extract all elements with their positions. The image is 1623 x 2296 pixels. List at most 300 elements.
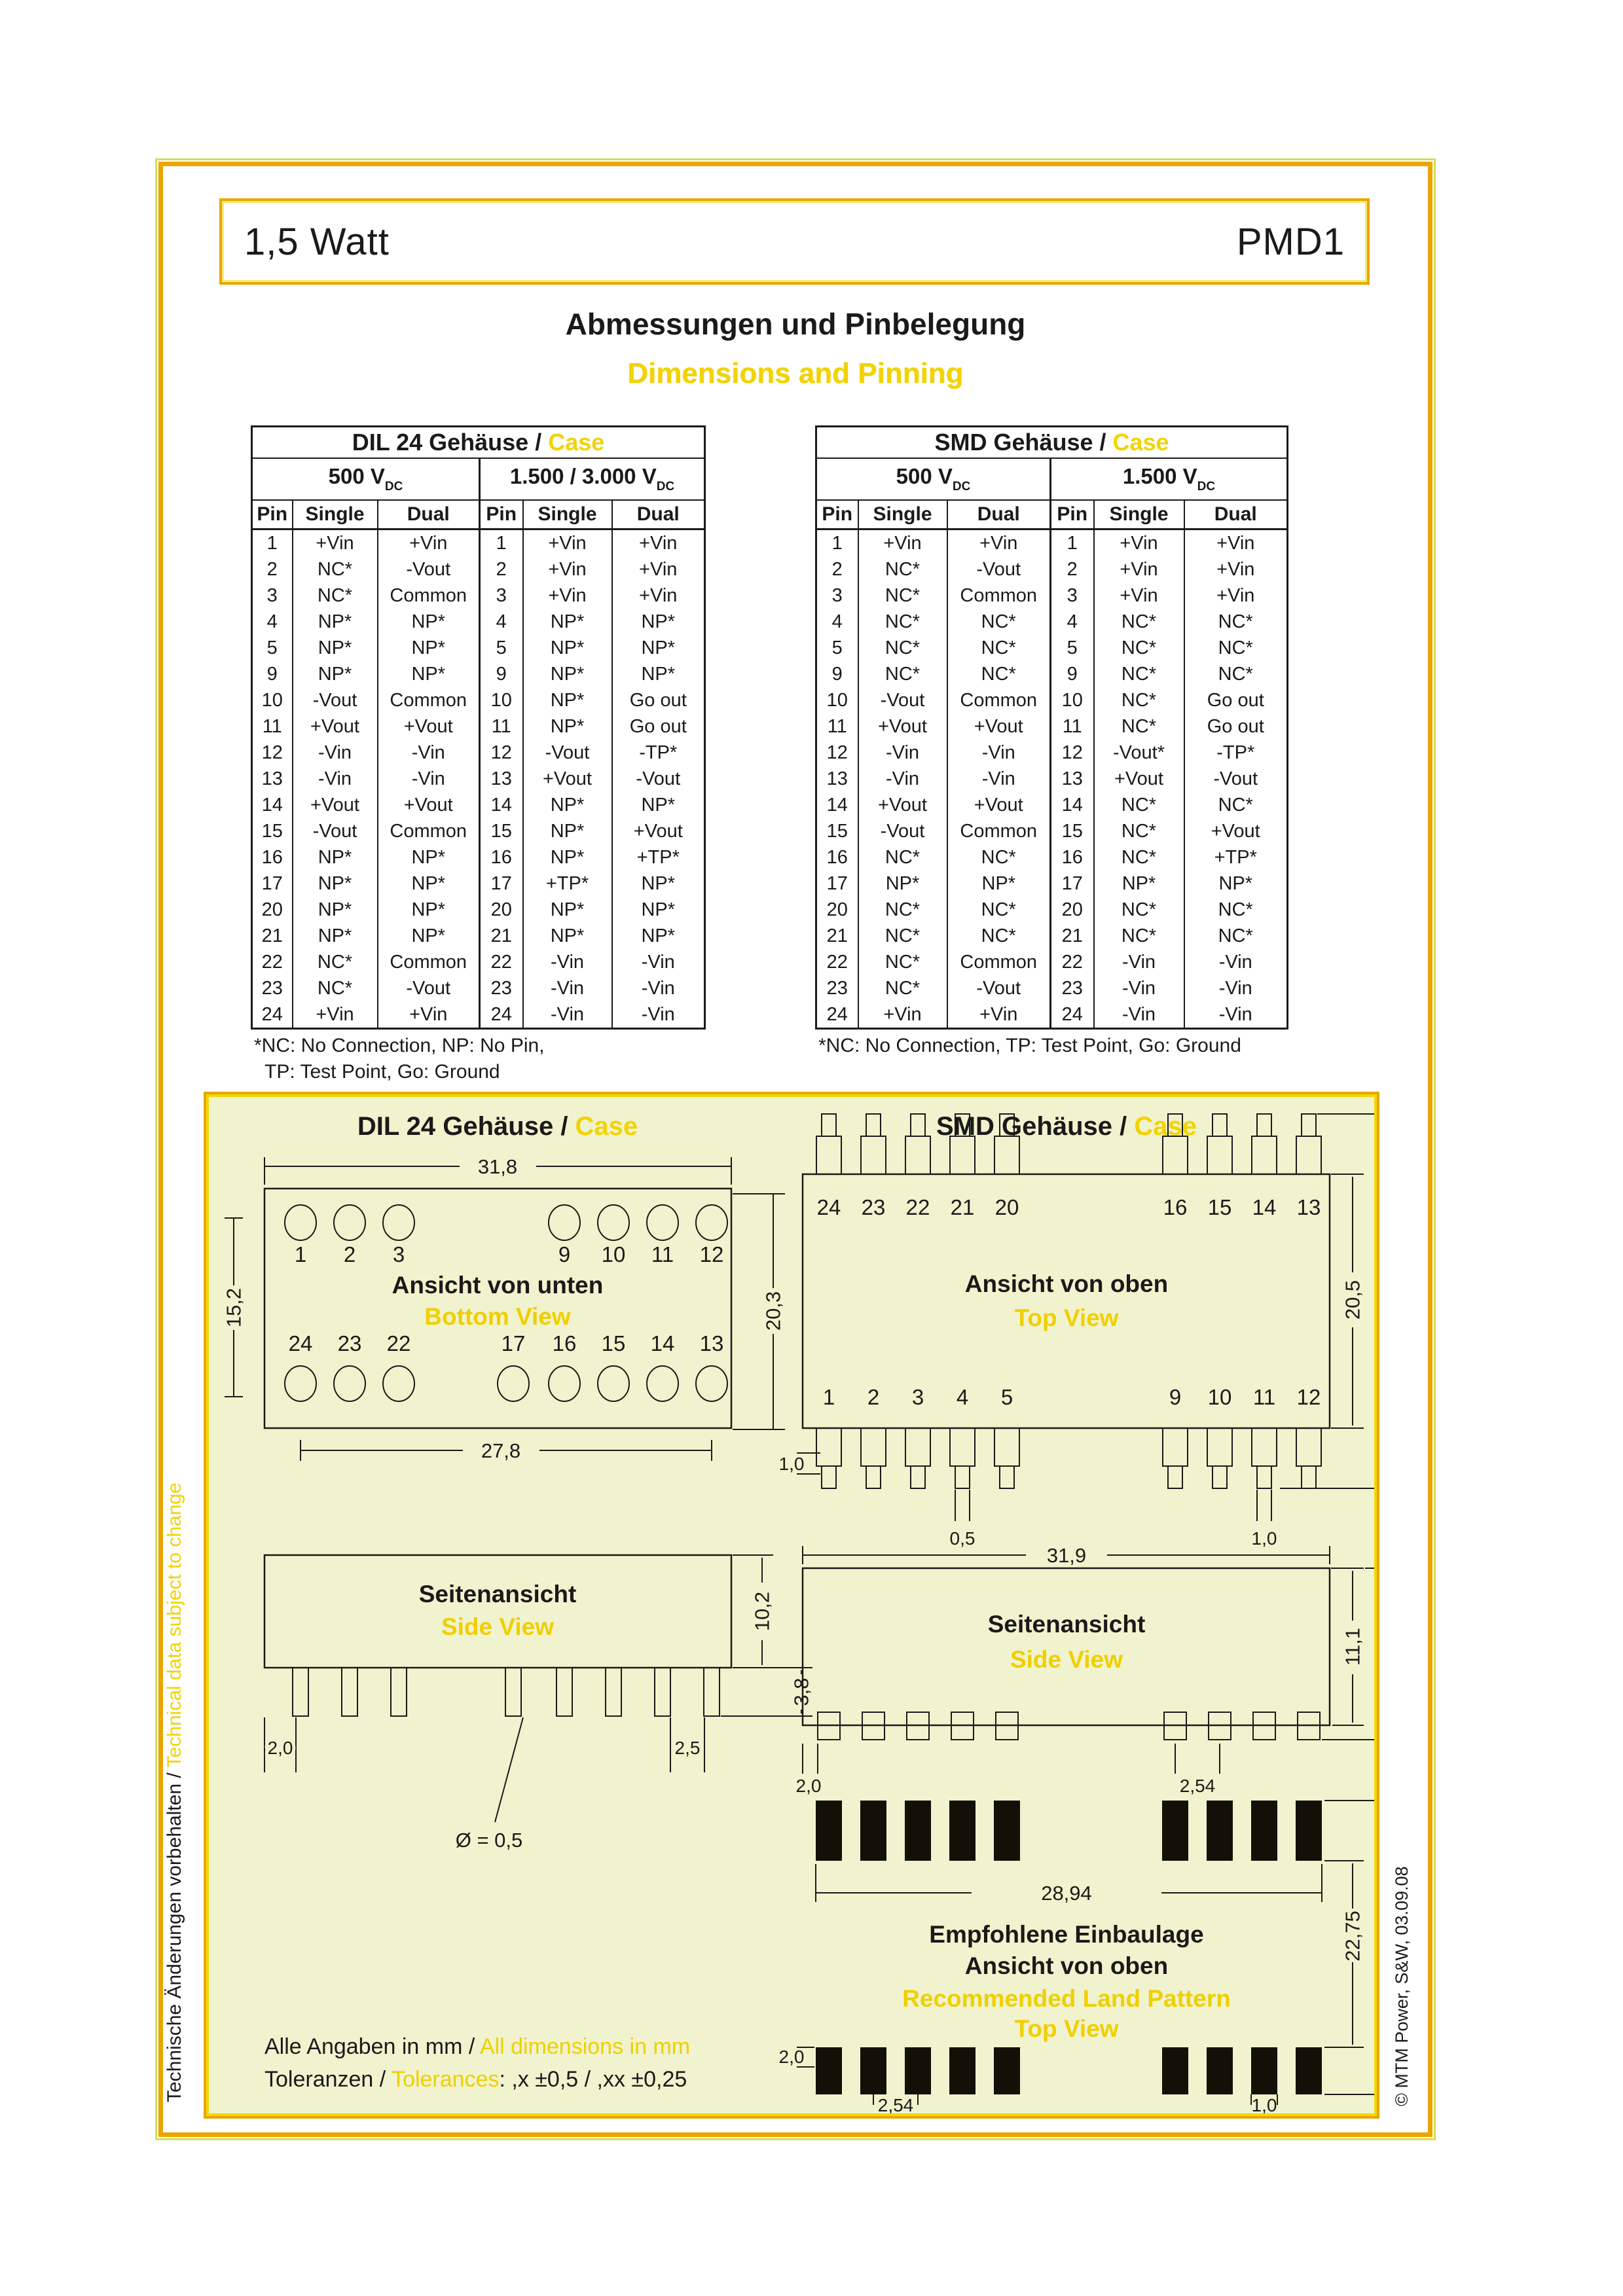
- cell: NC*: [1094, 844, 1184, 870]
- cell: +Vout: [947, 713, 1051, 740]
- cell: NC*: [293, 949, 378, 975]
- land-pad: [994, 1801, 1020, 1861]
- cell: NC*: [858, 897, 947, 923]
- cell: Common: [947, 949, 1051, 975]
- cell: -Vin: [1094, 949, 1184, 975]
- cell: NP*: [612, 661, 705, 687]
- cell: 3: [831, 584, 843, 606]
- cell: 14: [261, 794, 283, 816]
- cell: -TP*: [1184, 740, 1288, 766]
- cell: -Vout: [523, 740, 612, 766]
- pin-hole: [549, 1366, 580, 1401]
- pin-number: 2: [343, 1242, 356, 1266]
- dil-view-label-de: Ansicht von unten: [392, 1272, 604, 1299]
- smd-pin-tip: [955, 1466, 970, 1488]
- smd-pin-tip: [911, 1114, 925, 1136]
- cell: 24: [826, 1003, 848, 1025]
- cell: NC*: [1094, 818, 1184, 844]
- cell: +Vin: [378, 529, 480, 557]
- land-dim-width-label: 28,94: [1041, 1882, 1092, 1905]
- cell: 11: [262, 715, 282, 737]
- cell: +Vin: [523, 583, 612, 609]
- dil-side-view-box: [264, 1555, 731, 1668]
- pin-hole: [696, 1366, 727, 1401]
- land-pad: [1296, 1801, 1322, 1861]
- smd-group-1500v: 1.500 $V_{DC}$: [1051, 458, 1288, 500]
- land-pitch-label: 2,54: [877, 2095, 914, 2113]
- cell: NC*: [1094, 713, 1184, 740]
- land-pad: [1207, 1801, 1233, 1861]
- pin-number: 1: [294, 1242, 307, 1266]
- cell: NP*: [293, 635, 378, 661]
- cell: 24: [261, 1003, 283, 1025]
- smd-pin: [994, 1428, 1019, 1466]
- cell: +Vout: [947, 792, 1051, 818]
- table-row: [252, 818, 705, 844]
- cell: 1: [831, 532, 843, 554]
- cell: Go out: [1184, 687, 1288, 713]
- cell: -Vout*: [1094, 740, 1184, 766]
- cell: -Vin: [1184, 975, 1288, 1001]
- cell: -Vin: [858, 740, 947, 766]
- cell: 24: [480, 1001, 523, 1029]
- cell: 23: [1051, 975, 1094, 1001]
- cell: 2: [1051, 556, 1094, 583]
- cell: 10: [261, 689, 283, 711]
- drawings-svg: [209, 1097, 1374, 2113]
- cell: NP*: [293, 923, 378, 949]
- table-row: [252, 635, 705, 661]
- cell: +Vin: [612, 556, 705, 583]
- cell: Common: [947, 818, 1051, 844]
- cell: 20: [261, 899, 283, 920]
- cell: NP*: [378, 897, 480, 923]
- cell: +TP*: [523, 870, 612, 897]
- cell: 23: [480, 975, 523, 1001]
- cell: -Vin: [612, 949, 705, 975]
- dil-dim-height-label: 15,2: [222, 1287, 246, 1328]
- cell: NP*: [293, 661, 378, 687]
- table-row: [816, 897, 1288, 923]
- pin-number: 17: [501, 1331, 526, 1355]
- cell: 12: [826, 742, 848, 763]
- smd-pin-tip: [1302, 1466, 1316, 1488]
- cell: +Vout: [293, 792, 378, 818]
- cell: -Vin: [1094, 975, 1184, 1001]
- cell: NC*: [947, 897, 1051, 923]
- cell: 1: [266, 532, 278, 554]
- table-row: [816, 923, 1288, 949]
- table-row: [816, 818, 1288, 844]
- cell: 13: [480, 766, 523, 792]
- pin-number: 2: [867, 1385, 880, 1409]
- side-pin: [342, 1668, 357, 1716]
- cell: Common: [378, 949, 480, 975]
- smd-pin-tip: [1213, 1466, 1227, 1488]
- cell: NP*: [523, 661, 612, 687]
- pin-number: 3: [911, 1385, 924, 1409]
- smd-footnote: *NC: No Connection, TP: Test Point, Go: Ground: [818, 1035, 1241, 1056]
- cell: NP*: [1184, 870, 1288, 897]
- cell: NC*: [1094, 792, 1184, 818]
- side-pin: [655, 1668, 670, 1716]
- pin-number: 16: [552, 1331, 577, 1355]
- land-pad: [816, 1801, 842, 1861]
- cell: 15: [480, 818, 523, 844]
- table-row: [816, 635, 1288, 661]
- smd-drawing-heading: SMD Gehäuse / Case: [936, 1112, 1197, 1141]
- land-gap-label: 1,0: [1251, 2095, 1277, 2113]
- pin-number: 24: [816, 1195, 841, 1219]
- cell: +Vout: [1094, 766, 1184, 792]
- smd-pin: [950, 1428, 975, 1466]
- cell: NC*: [858, 661, 947, 687]
- table-row: [816, 792, 1288, 818]
- cell: -Vin: [523, 975, 612, 1001]
- dil-pin-diameter-leader: [495, 1717, 523, 1822]
- cell: -Vin: [523, 949, 612, 975]
- cell: 15: [261, 820, 283, 842]
- pin-number: 9: [1169, 1385, 1182, 1409]
- smd-pin: [1207, 1428, 1232, 1466]
- smd-side-offset-label: 2,0: [795, 1776, 822, 1796]
- cell: 20: [480, 897, 523, 923]
- cell: NP*: [1094, 870, 1184, 897]
- drawings-panel: [206, 1094, 1377, 2116]
- cell: NC*: [858, 844, 947, 870]
- cell: 23: [261, 977, 283, 999]
- cell: -Vin: [378, 740, 480, 766]
- cell: 21: [1051, 923, 1094, 949]
- smd-pin: [816, 1136, 841, 1174]
- tolerances-note: Toleranzen / Tolerances: ,x ±0,5 / ,xx ±0,25: [264, 2067, 687, 2092]
- cell: 4: [266, 611, 278, 632]
- table-row: [816, 870, 1288, 897]
- table-row: [252, 949, 705, 975]
- dil-bottom-pin-circles: [285, 1366, 727, 1401]
- smd-bottom-pins: [816, 1428, 1321, 1488]
- pin-hole: [647, 1366, 678, 1401]
- land-pad: [860, 2047, 886, 2094]
- dil-group-500v: 500 $V_{DC}$: [252, 458, 480, 500]
- cell: +Vin: [612, 529, 705, 557]
- cell: 4: [1051, 609, 1094, 635]
- cell: +TP*: [1184, 844, 1288, 870]
- pin-number: 3: [392, 1242, 405, 1266]
- pin-hole: [285, 1205, 316, 1240]
- side-pin: [556, 1668, 572, 1716]
- pin-number: 13: [1296, 1195, 1321, 1219]
- pin-hole: [285, 1366, 316, 1401]
- land-pad: [1162, 2047, 1188, 2094]
- table-row: [252, 556, 705, 583]
- cell: 20: [1051, 897, 1094, 923]
- dil-side-offset-label: 2,0: [267, 1738, 293, 1758]
- cell: 5: [266, 637, 278, 658]
- land-label-de2: Ansicht von oben: [964, 1952, 1169, 1979]
- cell: 16: [480, 844, 523, 870]
- smd-pin: [950, 1136, 975, 1174]
- cell: NP*: [523, 818, 612, 844]
- pin-number: 11: [1252, 1385, 1276, 1409]
- cell: 22: [826, 951, 848, 973]
- cell: NP*: [378, 844, 480, 870]
- cell: 4: [831, 611, 843, 632]
- smd-group-500v: 500 $V_{DC}$: [816, 458, 1051, 500]
- land-pad: [905, 1801, 931, 1861]
- smd-side-label-de: Seitenansicht: [987, 1611, 1146, 1638]
- pin-hole: [598, 1205, 629, 1240]
- cell: +Vout: [858, 792, 947, 818]
- dil-top-pin-labels: [295, 1242, 724, 1266]
- dil-table-caption: DIL 24 Gehäuse / Case: [252, 427, 705, 459]
- dil-column-headers: Pin Single Dual Pin Single Dual: [252, 500, 705, 529]
- table-row: [816, 661, 1288, 687]
- smd-pin: [861, 1136, 886, 1174]
- table-row: [252, 975, 705, 1001]
- land-pad: [994, 2047, 1020, 2094]
- pin-number: 23: [861, 1195, 886, 1219]
- cell: NP*: [612, 923, 705, 949]
- land-dim-inner-label: 22,75: [1341, 1910, 1364, 1962]
- land-pad: [1251, 2047, 1277, 2094]
- cell: 13: [261, 768, 283, 789]
- pin-hole: [334, 1366, 365, 1401]
- smd-pin: [1163, 1136, 1188, 1174]
- dil-bottom-pin-labels: [289, 1331, 724, 1355]
- cell: -Vout: [378, 556, 480, 583]
- cell: -Vin: [523, 1001, 612, 1029]
- cell: -Vin: [378, 766, 480, 792]
- table-row: [252, 792, 705, 818]
- page-title-de: Abmessungen und Pinbelegung: [565, 307, 1026, 341]
- cell: -Vout: [1184, 766, 1288, 792]
- cell: -Vin: [947, 740, 1051, 766]
- cell: +Vin: [1184, 529, 1288, 557]
- cell: NP*: [293, 870, 378, 897]
- land-pad: [1207, 2047, 1233, 2094]
- cell: 11: [480, 713, 523, 740]
- cell: 12: [261, 742, 283, 763]
- cell: 10: [480, 687, 523, 713]
- table-row: [252, 740, 705, 766]
- smd-pin-tip: [1257, 1466, 1271, 1488]
- pin-number: 12: [699, 1242, 724, 1266]
- cell: NC*: [947, 844, 1051, 870]
- cell: +Vin: [612, 583, 705, 609]
- cell: +Vin: [1184, 556, 1288, 583]
- smd-dim-width-label: 31,9: [1046, 1544, 1087, 1567]
- cell: NC*: [1184, 897, 1288, 923]
- cell: 5: [1051, 635, 1094, 661]
- smd-pin: [905, 1136, 930, 1174]
- cell: NP*: [947, 870, 1051, 897]
- land-label-de1: Empfohlene Einbaulage: [929, 1921, 1204, 1948]
- cell: NP*: [612, 635, 705, 661]
- cell: 16: [1051, 844, 1094, 870]
- pin-number: 15: [1207, 1195, 1232, 1219]
- cell: -Vout: [947, 556, 1051, 583]
- cell: +Vin: [858, 1001, 947, 1029]
- cell: NP*: [523, 713, 612, 740]
- cell: NP*: [293, 609, 378, 635]
- land-pad: [816, 2047, 842, 2094]
- cell: 5: [831, 637, 843, 658]
- cell: 2: [480, 556, 523, 583]
- cell: 20: [826, 899, 848, 920]
- cell: NP*: [378, 870, 480, 897]
- cell: +Vout: [612, 818, 705, 844]
- cell: NP*: [378, 609, 480, 635]
- cell: 11: [827, 715, 847, 737]
- cell: 13: [1051, 766, 1094, 792]
- cell: NC*: [293, 583, 378, 609]
- cell: NC*: [293, 975, 378, 1001]
- smd-pin: [1252, 1428, 1277, 1466]
- cell: 14: [480, 792, 523, 818]
- dil-dim-pitchspan-label: 27,8: [481, 1439, 521, 1462]
- pin-number: 20: [994, 1195, 1019, 1219]
- cell: NC*: [1184, 792, 1288, 818]
- pin-number: 10: [601, 1242, 626, 1266]
- smd-pin: [861, 1428, 886, 1466]
- cell: -Vout: [378, 975, 480, 1001]
- cell: NC*: [1094, 923, 1184, 949]
- dil-top-pin-circles: [285, 1205, 727, 1240]
- cell: NP*: [612, 897, 705, 923]
- table-row: [816, 949, 1288, 975]
- dil-view-label-en: Bottom View: [424, 1303, 571, 1330]
- smd-pin-tip: [1213, 1114, 1227, 1136]
- pin-hole: [696, 1205, 727, 1240]
- cell: 21: [261, 925, 283, 946]
- cell: 4: [480, 609, 523, 635]
- dil-dim-width-label: 31,8: [477, 1155, 518, 1178]
- land-pad: [949, 2047, 976, 2094]
- revision-note-left: Technische Änderungen vorbehalten / Technical data subject to change: [164, 1482, 185, 2102]
- cell: 22: [261, 951, 283, 973]
- cell: -Vin: [858, 766, 947, 792]
- cell: +Vout: [293, 713, 378, 740]
- cell: 14: [826, 794, 848, 816]
- cell: +Vin: [523, 556, 612, 583]
- cell: 17: [261, 872, 283, 894]
- pin-number: 21: [950, 1195, 975, 1219]
- table-row: [252, 609, 705, 635]
- table-row: [252, 713, 705, 740]
- cell: -Vin: [1094, 1001, 1184, 1029]
- dil-pin-table: [251, 425, 706, 1030]
- cell: NC*: [1094, 635, 1184, 661]
- cell: Go out: [612, 687, 705, 713]
- cell: +Vout: [378, 792, 480, 818]
- cell: +Vin: [947, 529, 1051, 557]
- dil-group-1500v: 1.500 / 3.000 $V_{DC}$: [480, 458, 705, 500]
- cell: 13: [826, 768, 848, 789]
- pin-number: 9: [558, 1242, 571, 1266]
- smd-pad-left-label: 1,0: [778, 1454, 805, 1474]
- pin-number: 22: [386, 1331, 411, 1355]
- smd-pin-tip: [822, 1114, 836, 1136]
- land-pattern-pads-top: [816, 1801, 1322, 1861]
- copyright-note-right: © MTM Power, S&W, 03.09.08: [1392, 1866, 1412, 2106]
- pin-number: 4: [956, 1385, 969, 1409]
- smd-pad-width2-label: 1,0: [1251, 1528, 1277, 1549]
- smd-pin: [1207, 1136, 1232, 1174]
- table-row: [816, 609, 1288, 635]
- land-pad: [1162, 1801, 1188, 1861]
- table-row: [816, 740, 1288, 766]
- units-note: Alle Angaben in mm / All dimensions in mm: [264, 2034, 691, 2059]
- cell: 3: [480, 583, 523, 609]
- smd-pin-tip: [1257, 1114, 1271, 1136]
- cell: Common: [947, 687, 1051, 713]
- smd-pin: [1296, 1428, 1321, 1466]
- cell: +Vin: [293, 529, 378, 557]
- smd-table-caption: SMD Gehäuse / Case: [816, 427, 1288, 459]
- cell: +Vin: [858, 529, 947, 557]
- smd-pin-tip: [911, 1466, 925, 1488]
- cell: NC*: [858, 635, 947, 661]
- cell: NP*: [523, 923, 612, 949]
- smd-pin-tip: [1000, 1466, 1014, 1488]
- dil-dim-pinspan-label: 20,3: [761, 1291, 785, 1331]
- cell: NC*: [858, 949, 947, 975]
- smd-pin-table: [815, 425, 1288, 1030]
- cell: NP*: [523, 792, 612, 818]
- table-row: [816, 766, 1288, 792]
- cell: 1: [480, 529, 523, 557]
- dil-pin-diameter-label: Ø = 0,5: [455, 1829, 523, 1852]
- side-pin: [505, 1668, 521, 1716]
- table-row: [816, 975, 1288, 1001]
- cell: -Vout: [947, 975, 1051, 1001]
- table-row: [816, 687, 1288, 713]
- cell: -Vin: [947, 766, 1051, 792]
- smd-pin-tip: [1302, 1114, 1316, 1136]
- pin-number: 14: [1252, 1195, 1277, 1219]
- cell: NP*: [523, 897, 612, 923]
- cell: +Vin: [1094, 529, 1184, 557]
- cell: 22: [1051, 949, 1094, 975]
- cell: NP*: [523, 687, 612, 713]
- smd-side-pitch-label: 2,54: [1179, 1776, 1216, 1796]
- table-row: [816, 529, 1288, 557]
- smd-dim-body-label: 20,5: [1341, 1280, 1364, 1320]
- cell: 2: [831, 558, 843, 580]
- cell: 17: [1051, 870, 1094, 897]
- pin-hole: [598, 1366, 629, 1401]
- cell: -Vout: [293, 687, 378, 713]
- cell: Go out: [612, 713, 705, 740]
- table-row: [252, 870, 705, 897]
- cell: 2: [266, 558, 278, 580]
- pin-number: 13: [699, 1331, 724, 1355]
- pin-hole: [383, 1366, 414, 1401]
- cell: NP*: [378, 923, 480, 949]
- smd-column-headers: Pin Single Dual Pin Single Dual: [816, 500, 1288, 529]
- cell: 21: [826, 925, 848, 946]
- cell: NC*: [858, 923, 947, 949]
- cell: NC*: [947, 635, 1051, 661]
- cell: NC*: [1184, 635, 1288, 661]
- cell: Go out: [1184, 713, 1288, 740]
- pin-number: 1: [822, 1385, 835, 1409]
- cell: NC*: [858, 975, 947, 1001]
- pin-number: 24: [288, 1331, 313, 1355]
- wattage-label: 1,5 Watt: [244, 220, 390, 263]
- dil-footnote: *NC: No Connection, NP: No Pin, TP: Test Point, Go: Ground: [254, 1035, 545, 1083]
